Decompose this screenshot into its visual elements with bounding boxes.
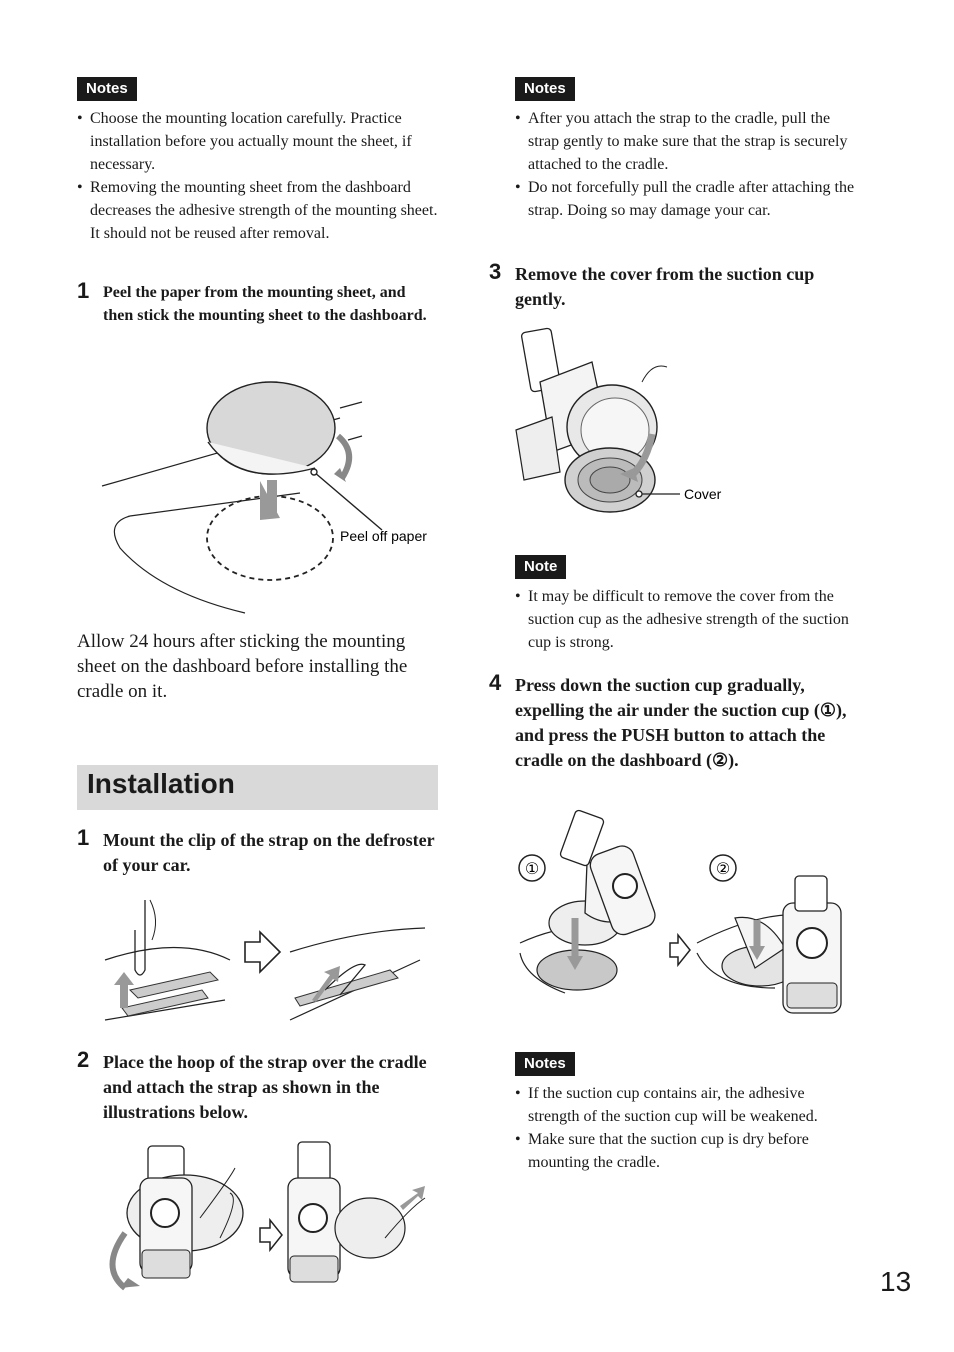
note-item: • Removing the mounting sheet from the dashboard decreases the adhesive strength of the mounting sheet. It should not be reused after removal. — [77, 176, 439, 245]
figure-clip-defroster — [100, 890, 430, 1030]
step-mount-clip — [77, 825, 439, 878]
notes-list — [515, 107, 860, 222]
step-text: Peel the paper from the mounting sheet, and then stick the mounting sheet to the dashboard. — [103, 284, 427, 324]
step-number: 4 — [489, 670, 502, 695]
notes-block-suction-cup — [515, 1052, 860, 1174]
note-item: • It may be difficult to remove the cover from the suction cup as the adhesive strength of the suction cup is strong. — [515, 585, 860, 654]
figure-remove-cover — [512, 322, 742, 522]
notes-block-strap — [515, 77, 860, 222]
attach-strap-illustration — [100, 1138, 440, 1298]
attach-cradle-illustration — [515, 808, 855, 1018]
marker-2: ② — [715, 861, 731, 878]
note-item: • Make sure that the suction cup is dry before mounting the cradle. — [515, 1128, 860, 1174]
figure-attach-strap — [100, 1138, 440, 1298]
peel-off-paper-label: Peel off paper — [340, 528, 427, 544]
cover-label: Cover — [684, 486, 722, 502]
notes-label: Notes — [515, 77, 575, 101]
notes-list — [515, 1082, 860, 1174]
step-text: Remove the cover from the suction cup gently. — [515, 264, 815, 309]
step-remove-cover — [489, 259, 860, 312]
mounting-sheet-illustration — [100, 378, 445, 618]
notes-label: Notes — [77, 77, 137, 101]
page-number: 13 — [880, 1266, 912, 1297]
note-item: • If the suction cup contains air, the adhesive strength of the suction cup will be weakened. — [515, 1082, 860, 1128]
notes-list — [515, 585, 860, 654]
step-peel-paper — [77, 278, 439, 327]
step-place-hoop — [77, 1047, 439, 1125]
step-number: 2 — [77, 1047, 90, 1072]
note-label: Note — [515, 555, 566, 579]
note-item: • Choose the mounting location carefully. Practice installation before you actually mount the sheet, if necessary. — [77, 107, 439, 176]
allow-hours-paragraph: Allow 24 hours after sticking the mounting sheet on the dashboard before installing the cradle on it. — [77, 631, 408, 702]
notes-label: Notes — [515, 1052, 575, 1076]
section-title: Installation — [87, 768, 235, 799]
step-number: 1 — [77, 825, 90, 850]
notes-list — [77, 107, 439, 245]
marker-1: ① — [524, 861, 540, 878]
section-header — [77, 765, 438, 810]
step-number: 3 — [489, 259, 502, 284]
figure-mounting-sheet — [100, 378, 445, 618]
note-item: • Do not forcefully pull the cradle after attaching the strap. Doing so may damage your car. — [515, 176, 860, 222]
step-text: Press down the suction cup gradually, expelling the air under the suction cup (①), and press the PUSH button to attach the cradle on the dashboard (②). — [515, 675, 847, 770]
step-text: Place the hoop of the strap over the cradle and attach the strap as shown in the illustrations below. — [103, 1052, 427, 1122]
note-block-cover — [515, 555, 860, 654]
figure-attach-cradle — [515, 808, 855, 1018]
notes-block-mounting — [77, 77, 439, 245]
clip-defroster-illustration — [100, 890, 430, 1030]
step-press-suction-cup — [489, 670, 860, 773]
step-text: Mount the clip of the strap on the defroster of your car. — [103, 830, 435, 875]
remove-cover-illustration — [512, 322, 742, 522]
note-item: • After you attach the strap to the cradle, pull the strap gently to make sure that the strap is securely attached to the cradle. — [515, 107, 860, 176]
step-number: 1 — [77, 278, 90, 303]
